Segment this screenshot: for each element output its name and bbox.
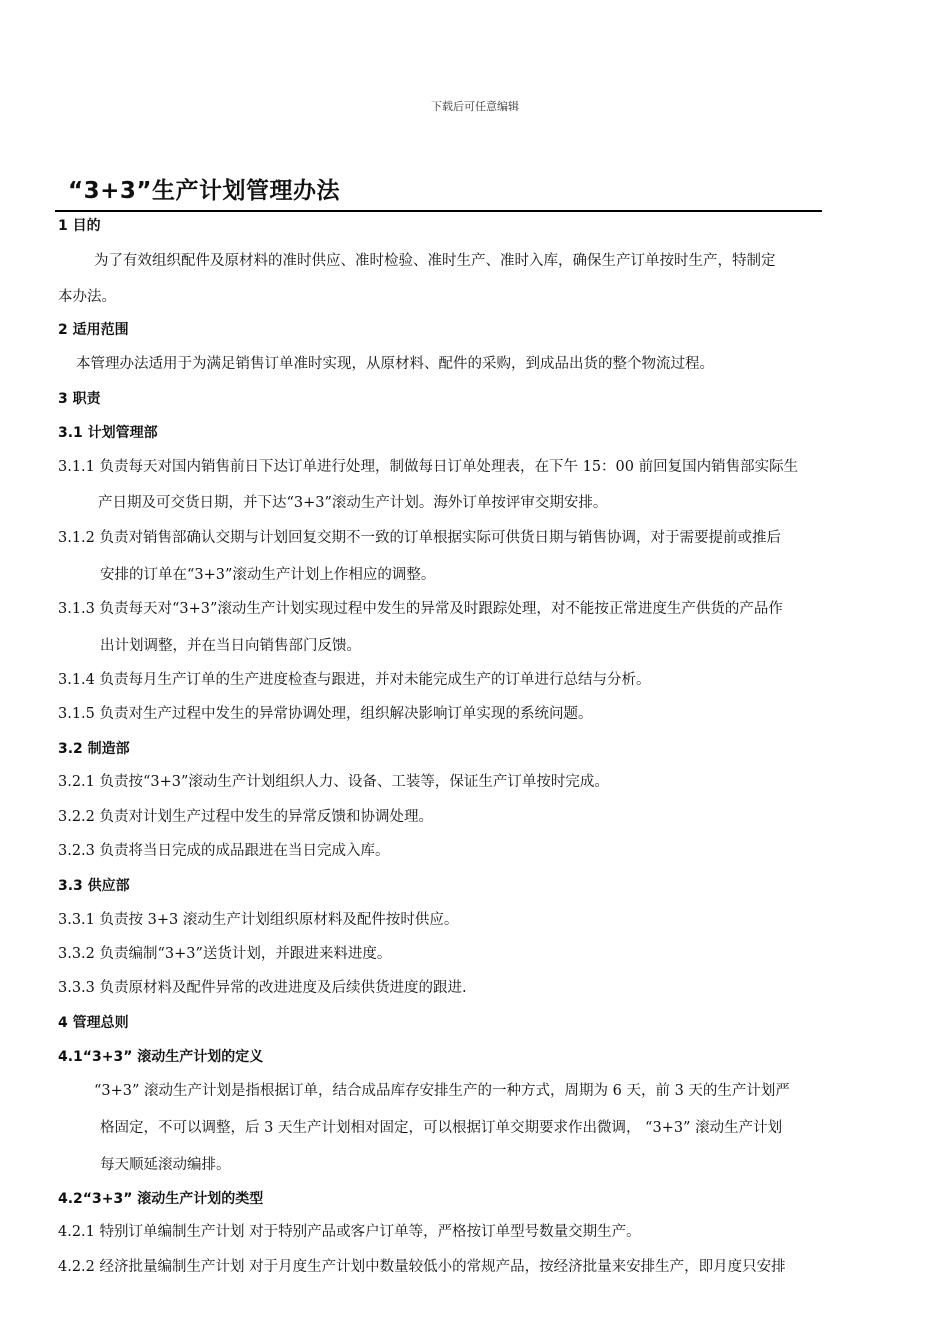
item-3-1-1-line-1: 3.1.1 负责每天对国内销售前日下达订单进行处理，制做每日订单处理表，在下午 15：00 前回复国内销售部实际生 — [58, 459, 799, 475]
section-4-2-heading: 4.2“3+3” 滚动生产计划的类型 — [58, 1191, 264, 1207]
section-4-1-heading: 4.1“3+3” 滚动生产计划的定义 — [58, 1049, 264, 1065]
item-4-2-1: 4.2.1 特别订单编制生产计划 对于特别产品或客户订单等，严格按订单型号数量交期生产。 — [58, 1224, 641, 1240]
header-note: 下载后可任意编辑 — [431, 100, 519, 113]
item-3-2-1: 3.2.1 负责按“3+3”滚动生产计划组织人力、设备、工装等，保证生产订单按时完成。 — [58, 774, 609, 790]
item-3-3-1: 3.3.1 负责按 3+3 滚动生产计划组织原材料及配件按时供应。 — [58, 912, 459, 928]
item-3-2-3: 3.2.3 负责将当日完成的成品跟进在当日完成入库。 — [58, 843, 390, 859]
item-3-1-1-line-2: 产日期及可交货日期，并下达“3+3”滚动生产计划。海外订单按评审交期安排。 — [98, 495, 608, 511]
item-3-1-5: 3.1.5 负责对生产过程中发生的异常协调处理，组织解决影响订单实现的系统问题。 — [58, 706, 593, 722]
section-1-heading: 1 目的 — [58, 218, 101, 234]
section-3-2-heading: 3.2 制造部 — [58, 741, 130, 757]
section-2-heading: 2 适用范围 — [58, 322, 129, 338]
item-3-1-3-line-1: 3.1.3 负责每天对“3+3”滚动生产计划实现过程中发生的异常及时跟踪处理，对不能按正常进度生产供货的产品作 — [58, 601, 783, 617]
section-4-1-line-2: 格固定，不可以调整，后 3 天生产计划相对固定，可以根据订单交期要求作出微调， “3+3” 滚动生产计划 — [100, 1120, 783, 1136]
item-3-3-3: 3.3.3 负责原材料及配件异常的改进进度及后续供货进度的跟进. — [58, 980, 467, 996]
item-3-1-2-line-1: 3.1.2 负责对销售部确认交期与计划回复交期不一致的订单根据实际可供货日期与销售协调，对于需要提前或推后 — [58, 530, 781, 546]
section-1-paragraph-line-1: 为了有效组织配件及原材料的准时供应、准时检验、准时生产、准时入库，确保生产订单按时生产，特制定 — [94, 253, 776, 269]
section-3-3-heading: 3.3 供应部 — [58, 878, 130, 894]
section-3-heading: 3 职责 — [58, 391, 101, 407]
item-3-1-3-line-2: 出计划调整，并在当日向销售部门反馈。 — [100, 638, 361, 654]
item-3-1-2-line-2: 安排的订单在“3+3”滚动生产计划上作相应的调整。 — [100, 567, 436, 583]
item-3-2-2: 3.2.2 负责对计划生产过程中发生的异常反馈和协调处理。 — [58, 809, 434, 825]
section-1-paragraph-line-2: 本办法。 — [58, 289, 116, 305]
section-4-1-line-3: 每天顺延滚动编排。 — [100, 1157, 231, 1173]
section-2-paragraph: 本管理办法适用于为满足销售订单准时实现，从原材料、配件的采购，到成品出货的整个物流过程。 — [76, 356, 714, 372]
item-4-2-2: 4.2.2 经济批量编制生产计划 对于月度生产计划中数量较低小的常规产品，按经济批量来安排生产，即月度只安排 — [58, 1259, 786, 1275]
document-title: “3+3”生产计划管理办法 — [68, 178, 341, 204]
section-3-1-heading: 3.1 计划管理部 — [58, 425, 158, 441]
item-3-1-4: 3.1.4 负责每月生产订单的生产进度检查与跟进，并对未能完成生产的订单进行总结与分析。 — [58, 672, 651, 688]
section-4-1-line-1: “3+3” 滚动生产计划是指根据订单，结合成品库存安排生产的一种方式，周期为 6 天，前 3 天的生产计划严 — [94, 1083, 790, 1099]
title-underline — [55, 210, 822, 212]
section-4-heading: 4 管理总则 — [58, 1015, 129, 1031]
item-3-3-2: 3.3.2 负责编制“3+3”送货计划，并跟进来料进度。 — [58, 946, 392, 962]
